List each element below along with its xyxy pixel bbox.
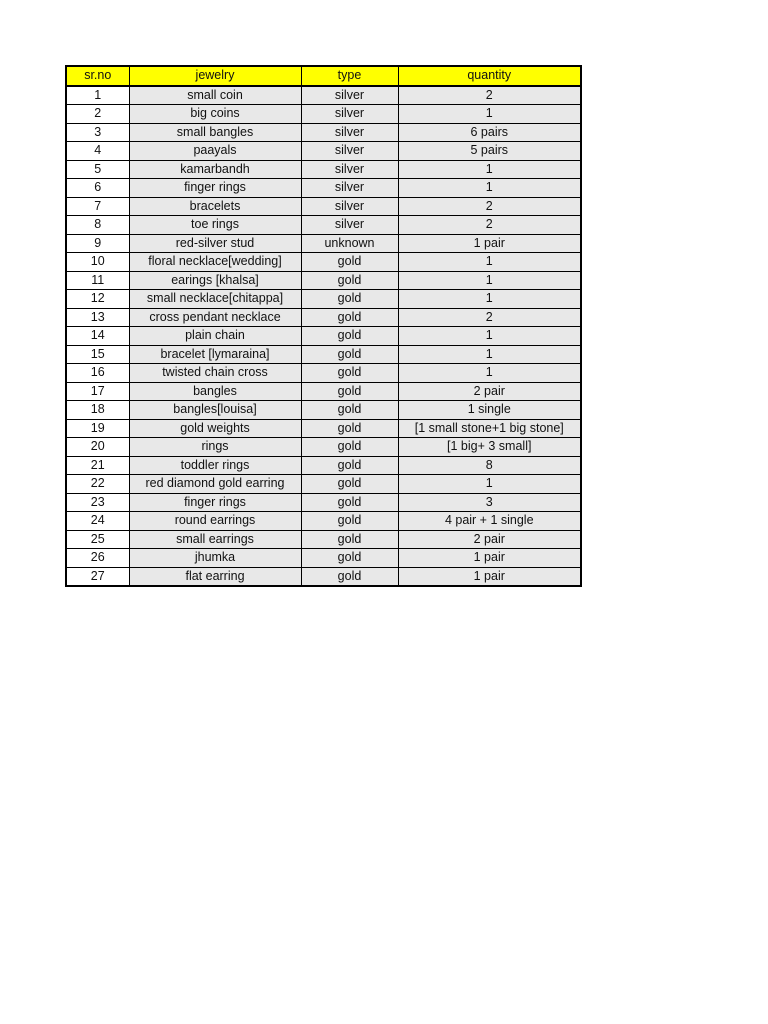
table-row [66,401,581,420]
cell-type[interactable]: gold [301,512,398,531]
cell-type[interactable]: gold [301,382,398,401]
table-row [66,160,581,179]
cell-sr-no[interactable]: 16 [66,364,129,383]
header-row [66,66,581,86]
cell-jewelry[interactable]: paayals [129,142,301,161]
cell-type[interactable]: gold [301,308,398,327]
cell-sr-no[interactable]: 26 [66,549,129,568]
table-body [66,86,581,587]
table-row [66,382,581,401]
table-row [66,308,581,327]
cell-jewelry[interactable]: small necklace[chitappa] [129,290,301,309]
cell-jewelry[interactable]: gold weights [129,419,301,438]
cell-quantity[interactable]: 2 [398,197,581,216]
cell-quantity[interactable]: 4 pair + 1 single [398,512,581,531]
cell-jewelry[interactable]: bangles[louisa] [129,401,301,420]
cell-jewelry[interactable]: kamarbandh [129,160,301,179]
table-row [66,512,581,531]
cell-sr-no[interactable]: 22 [66,475,129,494]
table-row [66,530,581,549]
header-sr-no[interactable]: sr.no [66,66,129,86]
table-row [66,327,581,346]
table-row [66,549,581,568]
cell-jewelry[interactable]: flat earring [129,567,301,586]
cell-quantity[interactable]: 8 [398,456,581,475]
cell-sr-no[interactable]: 14 [66,327,129,346]
cell-jewelry[interactable]: big coins [129,105,301,124]
cell-jewelry[interactable]: red-silver stud [129,234,301,253]
table-row [66,456,581,475]
cell-type[interactable]: silver [301,216,398,235]
cell-jewelry[interactable]: small earrings [129,530,301,549]
cell-type[interactable]: silver [301,160,398,179]
cell-jewelry[interactable]: bracelet [lymaraina] [129,345,301,364]
cell-quantity[interactable]: [1 big+ 3 small] [398,438,581,457]
cell-quantity[interactable]: 1 [398,345,581,364]
cell-quantity[interactable]: 1 [398,327,581,346]
cell-sr-no[interactable]: 13 [66,308,129,327]
cell-type[interactable]: gold [301,419,398,438]
cell-sr-no[interactable]: 17 [66,382,129,401]
cell-type[interactable]: gold [301,401,398,420]
cell-quantity[interactable]: 1 [398,364,581,383]
cell-type[interactable]: silver [301,86,398,105]
cell-jewelry[interactable]: red diamond gold earring [129,475,301,494]
table-row [66,253,581,272]
cell-sr-no[interactable]: 18 [66,401,129,420]
cell-type[interactable]: gold [301,345,398,364]
cell-jewelry[interactable]: bangles [129,382,301,401]
cell-sr-no[interactable]: 12 [66,290,129,309]
table-row [66,475,581,494]
cell-type[interactable]: gold [301,364,398,383]
cell-type[interactable]: gold [301,290,398,309]
cell-type[interactable]: gold [301,567,398,586]
cell-jewelry[interactable]: round earrings [129,512,301,531]
cell-type[interactable]: gold [301,253,398,272]
cell-quantity[interactable]: 1 [398,475,581,494]
cell-sr-no[interactable]: 23 [66,493,129,512]
cell-sr-no[interactable]: 11 [66,271,129,290]
table-row [66,345,581,364]
table-row [66,105,581,124]
cell-quantity[interactable]: 2 [398,86,581,105]
cell-sr-no[interactable]: 3 [66,123,129,142]
cell-type[interactable]: gold [301,438,398,457]
cell-sr-no[interactable]: 15 [66,345,129,364]
cell-jewelry[interactable]: floral necklace[wedding] [129,253,301,272]
cell-sr-no[interactable]: 9 [66,234,129,253]
cell-jewelry[interactable]: small bangles [129,123,301,142]
cell-quantity[interactable]: 2 pair [398,530,581,549]
cell-quantity[interactable]: 1 [398,271,581,290]
table-row [66,438,581,457]
cell-type[interactable]: silver [301,179,398,198]
cell-type[interactable]: gold [301,327,398,346]
cell-quantity[interactable]: 1 pair [398,234,581,253]
cell-quantity[interactable]: [1 small stone+1 big stone] [398,419,581,438]
cell-jewelry[interactable]: plain chain [129,327,301,346]
cell-jewelry[interactable]: rings [129,438,301,457]
cell-quantity[interactable]: 1 [398,290,581,309]
cell-jewelry[interactable]: toddler rings [129,456,301,475]
table-row [66,364,581,383]
header-jewelry[interactable]: jewelry [129,66,301,86]
cell-sr-no[interactable]: 27 [66,567,129,586]
cell-sr-no[interactable]: 24 [66,512,129,531]
table-row [66,179,581,198]
cell-sr-no[interactable]: 10 [66,253,129,272]
table-row [66,290,581,309]
cell-jewelry[interactable]: finger rings [129,493,301,512]
header-quantity[interactable]: quantity [398,66,581,86]
cell-sr-no[interactable]: 2 [66,105,129,124]
cell-sr-no[interactable]: 5 [66,160,129,179]
cell-quantity[interactable]: 6 pairs [398,123,581,142]
cell-jewelry[interactable]: finger rings [129,179,301,198]
cell-quantity[interactable]: 2 [398,308,581,327]
table-row [66,493,581,512]
cell-jewelry[interactable]: jhumka [129,549,301,568]
cell-quantity[interactable]: 1 [398,160,581,179]
cell-sr-no[interactable]: 4 [66,142,129,161]
cell-type[interactable]: gold [301,456,398,475]
cell-quantity[interactable]: 2 pair [398,382,581,401]
cell-jewelry[interactable]: toe rings [129,216,301,235]
cell-quantity[interactable]: 1 [398,179,581,198]
cell-sr-no[interactable]: 1 [66,86,129,105]
cell-sr-no[interactable]: 20 [66,438,129,457]
cell-sr-no[interactable]: 25 [66,530,129,549]
cell-sr-no[interactable]: 7 [66,197,129,216]
cell-type[interactable]: gold [301,271,398,290]
cell-quantity[interactable]: 1 [398,105,581,124]
table-row [66,123,581,142]
cell-type[interactable]: gold [301,530,398,549]
cell-quantity[interactable]: 3 [398,493,581,512]
cell-type[interactable]: silver [301,142,398,161]
cell-jewelry[interactable]: small coin [129,86,301,105]
cell-sr-no[interactable]: 21 [66,456,129,475]
cell-jewelry[interactable]: earings [khalsa] [129,271,301,290]
table-row [66,567,581,586]
cell-quantity[interactable]: 1 [398,253,581,272]
cell-type[interactable]: gold [301,549,398,568]
cell-quantity[interactable]: 2 [398,216,581,235]
cell-type[interactable]: gold [301,493,398,512]
cell-sr-no[interactable]: 8 [66,216,129,235]
cell-jewelry[interactable]: cross pendant necklace [129,308,301,327]
cell-quantity[interactable]: 5 pairs [398,142,581,161]
table-row [66,419,581,438]
cell-jewelry[interactable]: twisted chain cross [129,364,301,383]
cell-jewelry[interactable]: bracelets [129,197,301,216]
jewelry-table [65,65,582,587]
table-row [66,142,581,161]
cell-type[interactable]: silver [301,105,398,124]
table-header [66,66,581,86]
cell-sr-no[interactable]: 6 [66,179,129,198]
table-row [66,197,581,216]
cell-type[interactable]: silver [301,197,398,216]
cell-quantity[interactable]: 1 single [398,401,581,420]
table-row [66,216,581,235]
cell-sr-no[interactable]: 19 [66,419,129,438]
table-row [66,86,581,105]
table-row [66,234,581,253]
header-type[interactable]: type [301,66,398,86]
table-row [66,271,581,290]
cell-quantity[interactable]: 1 pair [398,549,581,568]
cell-quantity[interactable]: 1 pair [398,567,581,586]
cell-type[interactable]: gold [301,475,398,494]
cell-type[interactable]: silver [301,123,398,142]
cell-type[interactable]: unknown [301,234,398,253]
